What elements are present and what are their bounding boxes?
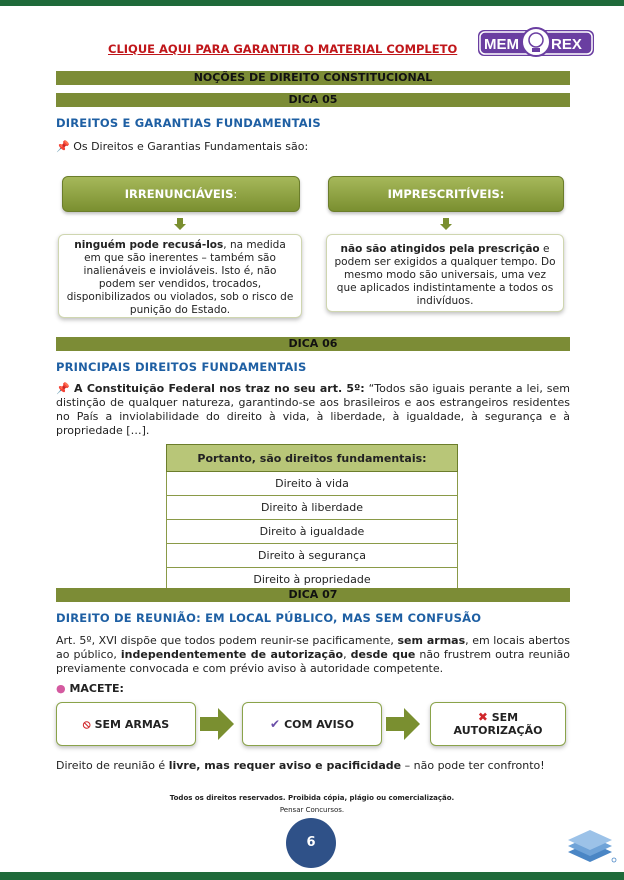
dica07-closing: Direito de reunião é livre, mas requer aviso e pacificidade – não pode ter confronto! [56, 759, 545, 772]
table-row: Direito à liberdade [167, 496, 458, 520]
buy-material-link[interactable]: CLIQUE AQUI PARA GARANTIR O MATERIAL COMPLETO [108, 42, 458, 56]
pin-icon: 📌 [56, 382, 71, 395]
dica05-bar: DICA 05 [56, 93, 570, 107]
sem-autorizacao-box: ✖ SEM AUTORIZAÇÃO [430, 702, 566, 746]
dica06-heading: PRINCIPAIS DIREITOS FUNDAMENTAIS [56, 360, 307, 374]
card-irrenunciaveis-title: IRRENUNCIÁVEIS: [62, 176, 300, 212]
svg-text:REX: REX [551, 36, 582, 53]
bottom-bar [0, 872, 624, 880]
arrow-right-icon [386, 708, 420, 740]
card-imprescritiveis-desc: não são atingidos pela prescrição e podem ser exigidos a qualquer tempo. Do mesmo modo são universais, uma vez que aplicados indistintamente a todos os indivíduos. [326, 234, 564, 312]
books-icon [564, 826, 618, 866]
table-row: Direito à vida [167, 472, 458, 496]
cross-icon: ✖ [477, 710, 488, 724]
memorex-logo [476, 20, 596, 64]
table-row: Direito à igualdade [167, 520, 458, 544]
table-row: Direito à segurança [167, 544, 458, 568]
pin-icon: 📌 [56, 140, 70, 153]
com-aviso-box: ✔ COM AVISO [242, 702, 382, 746]
dica07-bar: DICA 07 [56, 588, 570, 602]
brain-icon: ● [56, 682, 66, 695]
rights-table-header: Portanto, são direitos fundamentais: [167, 445, 458, 472]
prohibited-icon: ⦸ [82, 716, 91, 731]
check-icon: ✔ [270, 717, 281, 731]
arrow-right-icon [200, 708, 234, 740]
dica07-paragraph: Art. 5º, XVI dispõe que todos podem reunir-se pacificamente, sem armas, em locais abertos ao público, independentemente de autorização, desde que não frustrem outra reunião previamente convocada e com prévio aviso à autoridade competente. [56, 634, 570, 675]
card-irrenunciaveis-desc: ninguém pode recusá-los, na medida em que são inerentes – também são inalienáveis e invioláveis. Isto é, não podem ser vendidos, trocados, disponibilizados ou violados, sob o risco de punição do Estado. [58, 234, 302, 318]
card-imprescritiveis-title: IMPRESCRITÍVEIS: [328, 176, 564, 212]
dica05-heading: DIREITOS E GARANTIAS FUNDAMENTAIS [56, 116, 321, 130]
dica05-intro: 📌 Os Direitos e Garantias Fundamentais são: [56, 140, 309, 153]
section-title-bar: NOÇÕES DE DIREITO CONSTITUCIONAL [56, 71, 570, 85]
sem-armas-box: ⦸ SEM ARMAS [56, 702, 196, 746]
footer-brand: Pensar Concursos. [279, 806, 345, 814]
arrow-down-icon [440, 218, 452, 230]
table-row: Direito à propriedade [167, 568, 458, 592]
top-bar [0, 0, 624, 6]
svg-text:MEM: MEM [484, 36, 519, 53]
macete-label: ● MACETE: [56, 682, 124, 695]
dica06-quote: 📌 A Constituição Federal nos traz no seu art. 5º: “Todos são iguais perante a lei, sem distinção de qualquer natureza, garantindo-se aos brasileiros e aos estrangeiros residentes no País a inviolabilidade do direito à vida, à liberdade, à igualdade, à segurança e à propriedade […]. [56, 382, 570, 437]
footer-rights: Todos os direitos reservados. Proibida cópia, plágio ou comercialização. [169, 794, 455, 802]
arrow-down-icon [174, 218, 186, 230]
dica07-heading: DIREITO DE REUNIÃO: EM LOCAL PÚBLICO, MAS SEM CONFUSÃO [56, 611, 482, 625]
dica06-bar: DICA 06 [56, 337, 570, 351]
page-number: 6 [286, 818, 336, 868]
rights-table [166, 444, 458, 592]
